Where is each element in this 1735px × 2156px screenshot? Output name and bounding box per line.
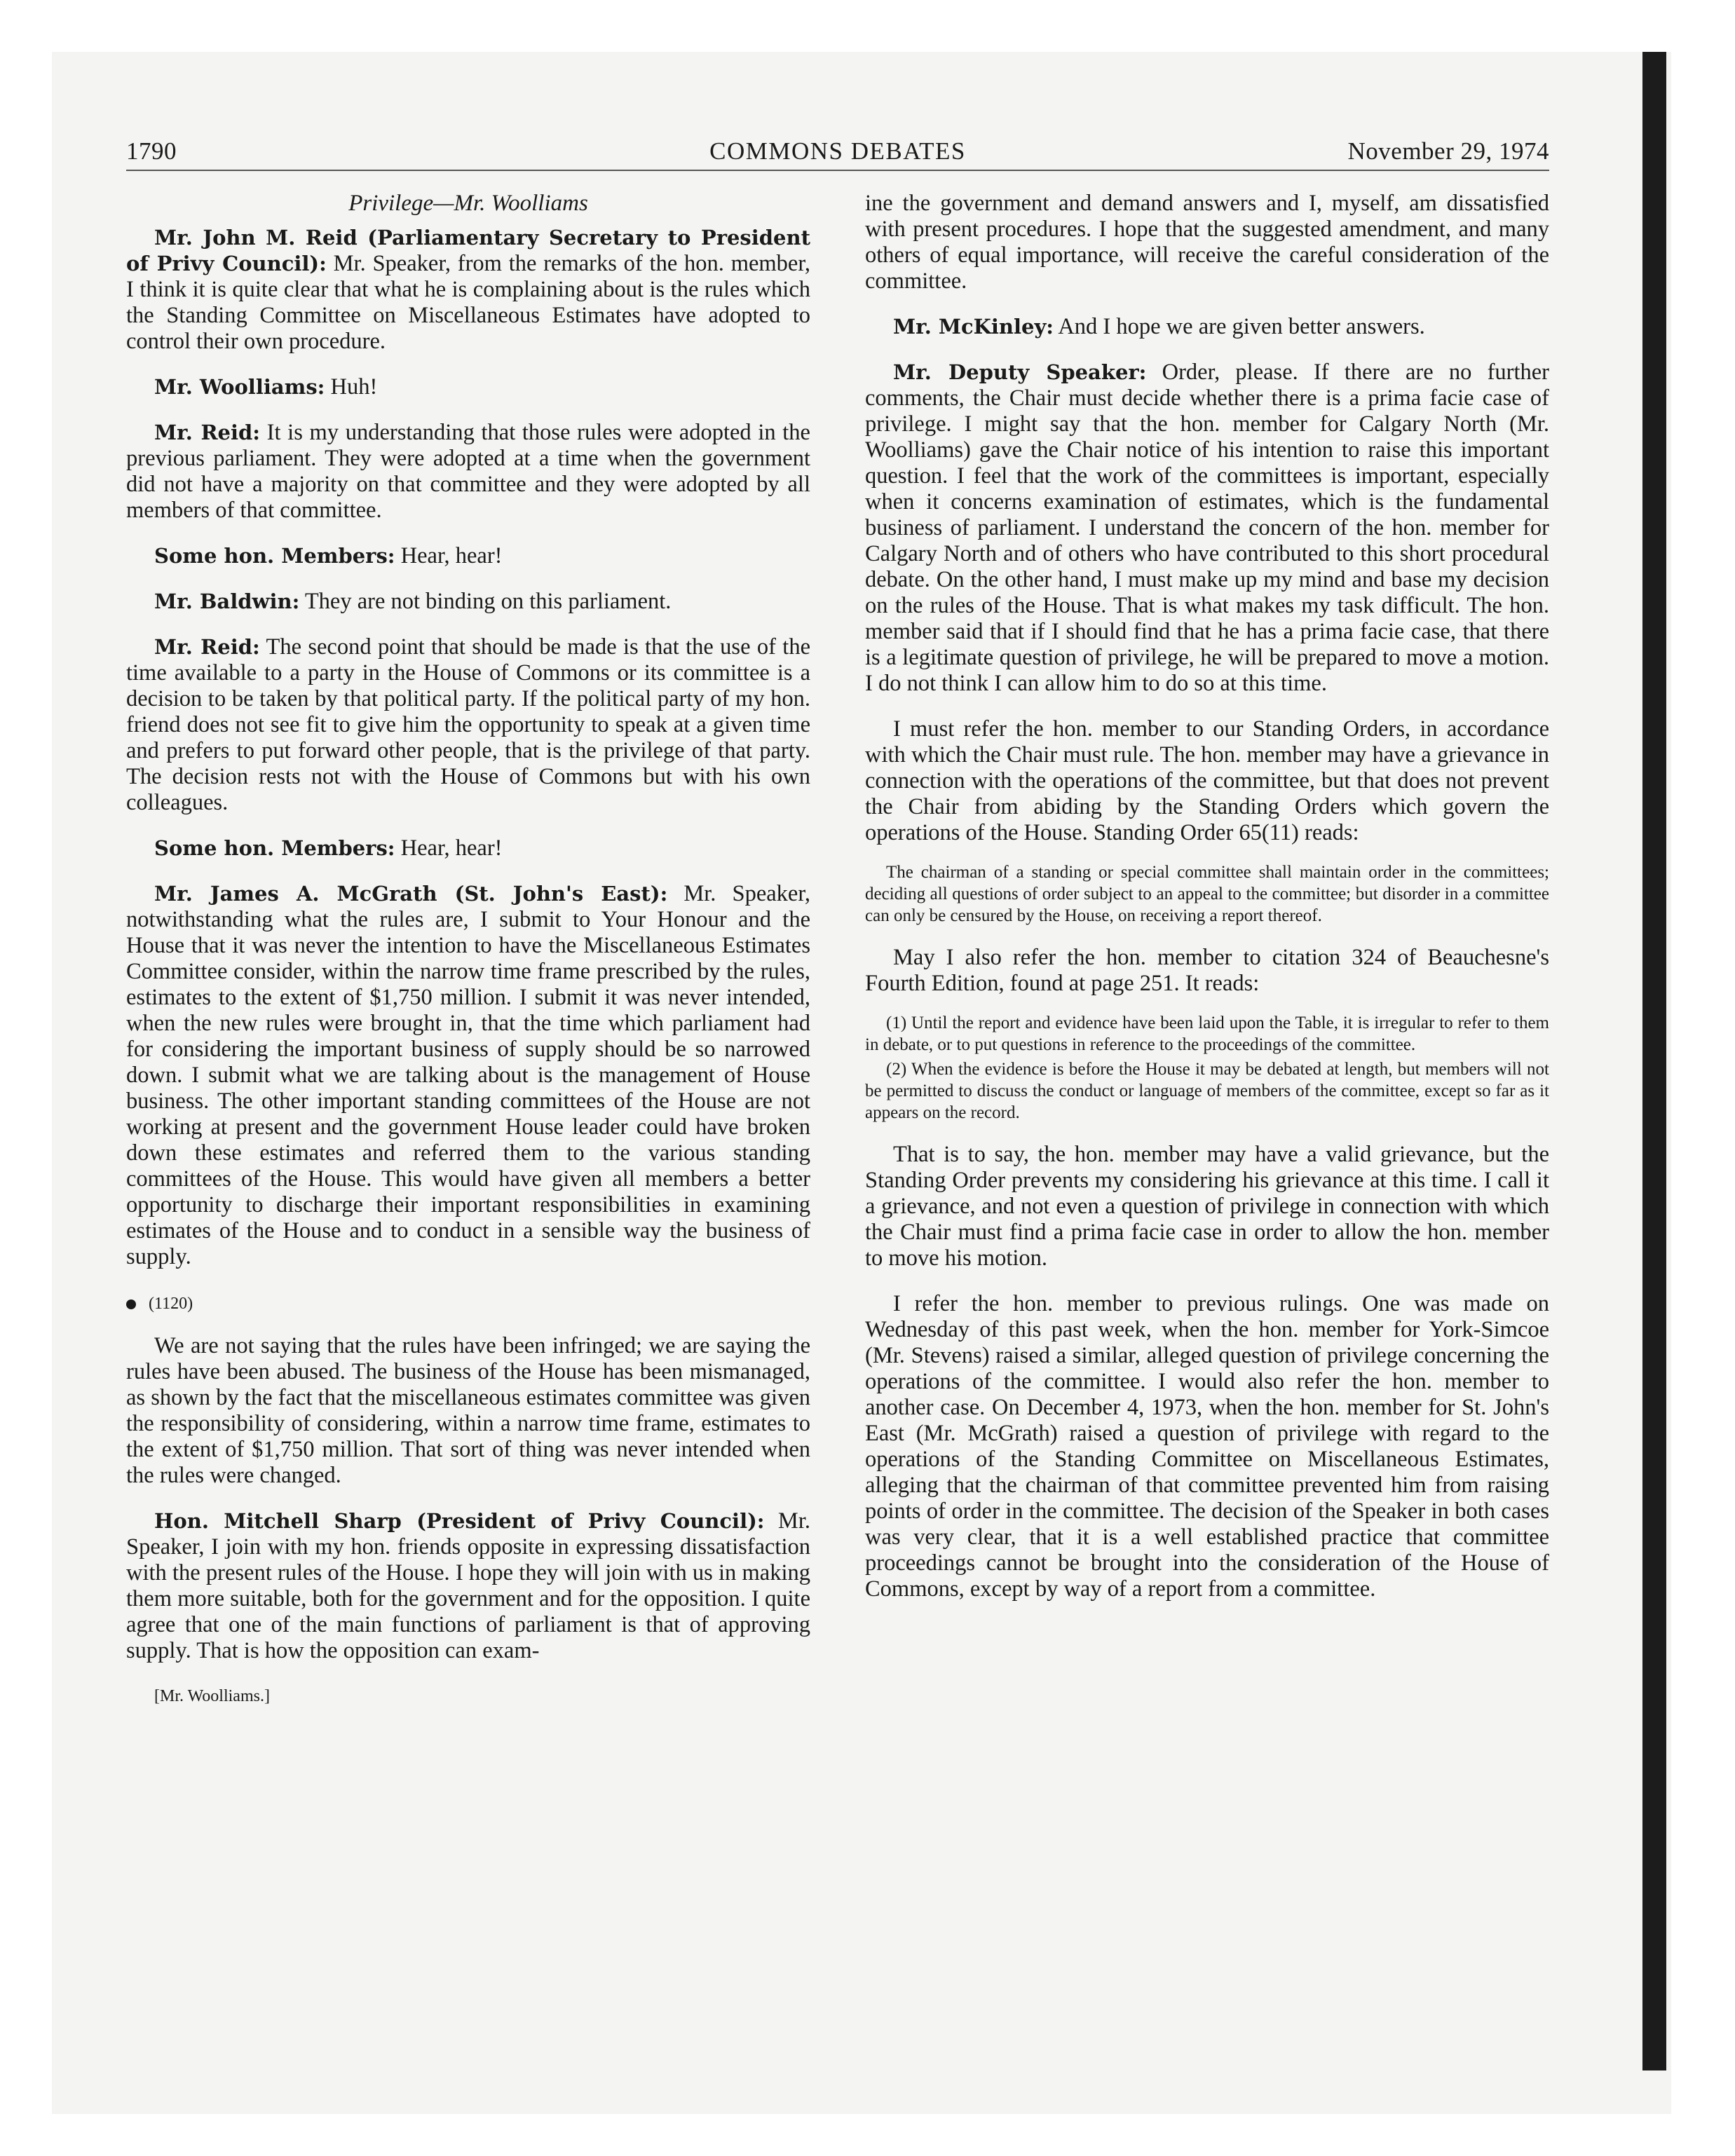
speaker-name: Mr. Deputy Speaker: [893,360,1147,384]
running-head [126,137,1549,170]
paragraph [126,225,810,355]
left-column [126,191,810,1710]
speech-text: Mr. Speaker, I join with my hon. friends opposite in expressing dissatisfaction with the present rules of the House. I hope they will join with us in making them more suitable, both for the government and for the opposition. I quite agree that one of the main functions of parliament is that of approving supply. That is how the opposition can exam- [126,1508,810,1663]
speech-text: Mr. Speaker, notwithstanding what the rules are, I submit to Your Honour and the House that it was never the intention to have the Miscellaneous Estimates Committee consider, within the narrow time frame prescribed by the rules, estimates to the extent of $1,750 million. I submit it was never intended, when the new rules were brought in, that the time which parliament had for considering the important business of supply should be so narrowed down. I submit what we are talking about is the management of House business. The other important standing committees of the House are not working at present and the government House leader could have broken down these estimates and referred them to the various standing committees of the House. This would have given all members a better opportunity to discharge their important responsibilities in examining estimates of the House and to conduct in a sensible way the business of supply. [126,881,810,1269]
publication-title: COMMONS DEBATES [709,137,966,165]
scan-edge-bar [1642,52,1666,2070]
paragraph [126,1508,810,1664]
paragraph: That is to say, the hon. member may have a valid grievance, but the Standing Order prevents my considering his grievance at this time. I call it a grievance, and not even a question of privilege in connection with which the Chair must find a prima facie case in order to allow the hon. member to move his motion. [865,1142,1549,1271]
speaker-name: Mr. Reid: [154,635,260,659]
paragraph: I refer the hon. member to previous rulings. One was made on Wednesday of this past week, when the hon. member for York-Simcoe (Mr. Stevens) raised a similar, alleged question of privilege concerning the operations of the committee. I would also refer the hon. member to another case. On December 4, 1973, when the hon. member for St. John's East (Mr. McGrath) raised a question of privilege with regard to the operations of the Standing Committee on Miscellaneous Estimates, alleging that the chairman of that committee prevented him from raising points of order in the committee. The decision of the Speaker in both cases was very clear, that it is a well established practice that committee proceedings cannot be brought into the consideration of the House of Commons, except by way of a report from a committee. [865,1291,1549,1602]
time-marker [126,1290,810,1318]
speaker-name: Mr. Reid: [154,421,260,444]
speech-text: Hear, hear! [395,835,503,861]
speaker-name: Some hon. Members: [154,544,395,568]
speech-text: It is my understanding that those rules were adopted in the previous parliament. They were adopted at a time when the government did not have a majority on that committee and they were adopted by all members of that committee. [126,420,810,523]
speaker-name: Mr. Woolliams: [154,375,325,399]
bullet-icon [126,1299,136,1309]
paragraph [126,374,810,400]
speaker-name: Mr. Baldwin: [154,589,300,613]
speech-text: Hear, hear! [395,543,503,568]
speech-text: And I hope we are given better answers. [1054,314,1425,339]
speech-text: Huh! [325,374,378,400]
issue-date: November 29, 1974 [1347,137,1549,165]
paragraph [126,881,810,1270]
speech-text: Mr. Speaker, from the remarks of the hon. member, I think it is quite clear that what he is complaining about is the rules which the Standing Committee on Miscellaneous Estimates have adopted to control their own procedure. [126,251,811,354]
paragraph [865,360,1549,697]
header-rule [126,170,1549,171]
section-title: Privilege—Mr. Woolliams [348,191,588,216]
paragraph: May I also refer the hon. member to citation 324 of Beauchesne's Fourth Edition, found at page 251. It reads: [865,945,1549,996]
paragraph [126,420,810,524]
speech-text: Order, please. If there are no further comments, the Chair must decide whether there is a prima facie case of privilege. I might say that the hon. member for Calgary North (Mr. Woolliams) gave the Chair notice of his intention to raise this important question. I feel that the work of the committees is important, especially when it concerns examination of estimates, which is the fundamental business of parliament. I understand the concern of the hon. member for Calgary North and of others who have contributed to this short procedural debate. On the other hand, I must make up my mind and base my decision on the rules of the House. That is what makes my task difficult. The hon. member said that if I should find that he has a prima facie case, that there is a legitimate question of privilege, he will be prepared to move a motion. I do not think I can allow him to do so at this time. [865,360,1550,696]
paragraph [126,589,810,615]
block-quote: The chairman of a standing or special committee shall maintain order in the committees; deciding all questions of order subject to an appeal to the committee; but disorder in a committee can only be censured by the House, on receiving a report thereof. [865,863,1549,925]
paragraph [126,835,810,861]
paragraph [126,634,810,816]
paragraph: We are not saying that the rules have been infringed; we are saying the rules have been abused. The business of the House has been mismanaged, as shown by the fact that the miscellaneous estimates committee was given the responsibility of considering, within a narrow time frame, estimates to the extent of $1,750 million. That sort of thing was never intended when the rules were changed. [126,1333,810,1488]
speech-text: They are not binding on this parliament. [299,589,672,614]
speaker-name: Some hon. Members: [154,836,395,860]
speaker-name: Mr. James A. McGrath (St. John's East): [154,882,668,906]
footer-note: [Mr. Woolliams.] [154,1687,270,1705]
block-quote: (2) When the evidence is before the House it may be debated at length, but members will not be permitted to discuss the conduct or language of members of the committee, except so far as it appears on the record. [865,1060,1549,1122]
paragraph: I must refer the hon. member to our Standing Orders, in accordance with which the Chair must rule. The hon. member may have a grievance in connection with the operations of the committee, but that does not prevent the Chair from abiding by the Standing Orders which govern the operations of the House. Standing Order 65(11) reads: [865,716,1549,845]
page-number: 1790 [126,137,177,165]
speaker-name: Mr. John M. Reid (Parliamentary Secretary to President of Privy Council): [126,226,810,275]
time-marker-text: (1120) [149,1295,193,1313]
speaker-name: Hon. Mitchell Sharp (President of Privy Council): [154,1509,765,1533]
speech-text: The second point that should be made is that the use of the time available to a party in the House of Commons or its committee is a decision to be taken by that political party. If the political party of my hon. friend does not see fit to give him the opportunity to speak at a given time and prefers to put forward other people, that is the privilege of that party. The decision rests not with the House of Commons but with his own colleagues. [126,634,810,815]
speaker-name: Mr. McKinley: [893,315,1054,339]
right-column [865,191,1549,1622]
paragraph [126,543,810,569]
paragraph [865,314,1549,340]
paragraph: ine the government and demand answers and I, myself, am dissatisfied with present procedures. I hope that the suggested amendment, and many others of equal importance, will receive the careful consideration of the committee. [865,191,1549,294]
block-quote: (1) Until the report and evidence have been laid upon the Table, it is irregular to refer to them in debate, or to put questions in reference to the proceedings of the committee. [865,1014,1549,1054]
